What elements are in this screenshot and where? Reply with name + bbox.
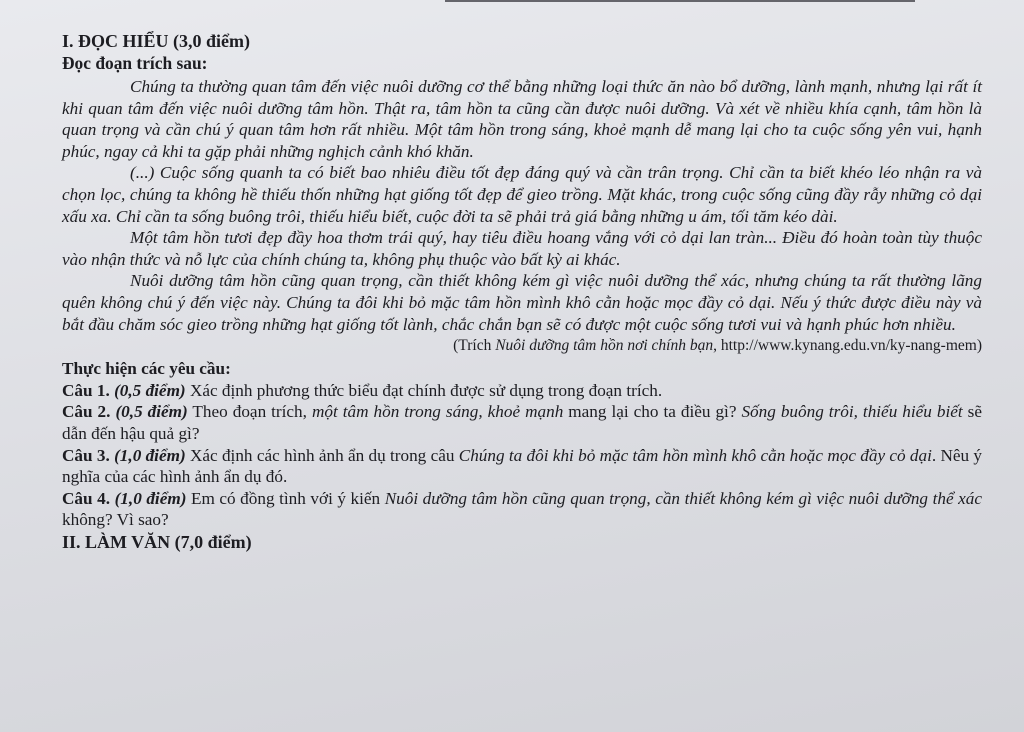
question-points: (0,5 điểm) [115,402,188,422]
question-points: (1,0 điểm) [114,488,187,508]
question-2 [62,401,982,444]
question-text-part: Xác định các hình ảnh ẩn dụ trong câu [185,445,459,465]
question-text-part: Nuôi dưỡng tâm hồn cũng quan trọng, cần thiết không kém gì việc nuôi dưỡng thể xác [384,488,982,508]
question-label: Câu 4. [62,488,111,508]
question-text-part: một tâm hồn trong sáng, khoẻ mạnh [311,402,564,422]
question-label: Câu 2. [62,402,111,422]
question-3 [62,445,982,488]
reading-intro: Đọc đoạn trích sau: [62,53,208,73]
source-suffix: , http://www.kynang.edu.vn/ky-nang-mem) [713,337,982,355]
question-text-part: Theo đoạn trích, [187,402,312,422]
exam-page [62,30,982,553]
top-rule [445,0,915,2]
question-text-part: Xác định phương thức biểu đạt chính được sử dụng trong đoạn trích. [185,380,663,400]
question-text-part: . Nêu ý nghĩa của các hình ảnh ẩn dụ đó. [62,445,983,487]
source-title: Nuôi dưỡng tâm hồn nơi chính bạn [495,337,714,355]
passage-paragraph-2: (...) Cuộc sống quanh ta có biết bao nhiêu điều tốt đẹp đáng quý và cần trân trọng. Chỉ cần ta biết khéo léo nhận ra và chọn lọc, chúng ta không hề thiếu thốn những hạt giống tốt đẹp để gieo trồng. Mặt khác, trong cuộc sống cũng đầy rẫy những cỏ dại xấu xa. Chỉ cần ta sống buông trôi, thiếu hiểu biết, cuộc đời ta sẽ phải trả giá bằng những u ám, tối tăm kéo dài. [62,163,982,226]
question-list [62,380,982,531]
question-label: Câu 3. [62,445,110,465]
passage-paragraph-1: Chúng ta thường quan tâm đến việc nuôi dưỡng cơ thể bằng những loại thức ăn nào bổ dưỡng, lành mạnh, nhưng lại rất ít khi quan tâm đến việc nuôi dưỡng tâm hồn. Thật ra, tâm hồn ta cũng cần được nuôi dưỡng. Và xét về nhiều khía cạnh, tâm hồn là quan trọng và cần chú ý quan tâm hơn rất nhiều. Một tâm hồn trong sáng, khoẻ mạnh dễ mang lại cho ta cuộc sống yên vui, hạnh phúc, ngay cả khi ta gặp phải những nghịch cảnh khó khăn. [62,77,982,161]
question-text-part: Chúng ta đôi khi bỏ mặc tâm hồn mình khô cằn hoặc mọc đầy cỏ dại [458,445,932,465]
section2-title: II. LÀM VĂN (7,0 điểm) [62,531,252,552]
section1-title: I. ĐỌC HIỂU (3,0 điểm) [62,31,250,51]
passage-paragraph-4: Nuôi dưỡng tâm hồn cũng quan trọng, cần thiết không kém gì việc nuôi dưỡng thể xác, nhưng chúng ta rất thường lãng quên không chú ý đến việc này. Chúng ta đôi khi bỏ mặc tâm hồn mình khô cằn hoặc mọc đầy cỏ dại. Nếu ý thức được điều này và bắt đầu chăm sóc gieo trồng những hạt giống tốt lành, chắc chắn bạn sẽ có được một cuộc sống tươi vui và hạnh phúc hơn nhiều. [62,271,982,334]
tasks-heading: Thực hiện các yêu cầu: [62,359,231,379]
question-text-part: mang lại cho ta điều gì? [563,402,742,422]
question-text-part: Em có đồng tình với ý kiến [186,488,385,508]
question-points: (1,0 điểm) [114,445,186,465]
question-text-part: không? Vì sao? [62,510,169,530]
question-text-part: sẽ dẫn đến hậu quả gì? [62,402,982,443]
question-text-part: Sống buông trôi, thiếu hiểu biết [741,402,963,422]
question-points: (0,5 điểm) [114,380,186,400]
question-4 [62,488,982,531]
passage-paragraph-3: Một tâm hồn tươi đẹp đầy hoa thơm trái quý, hay tiêu điều hoang vắng với cỏ dại lan tràn... Điều đó hoàn toàn tùy thuộc vào nhận thức và nỗ lực của chính chúng ta, không phụ thuộc vào bất kỳ ai khác. [62,228,982,269]
source-prefix: (Trích [453,337,496,355]
question-label: Câu 1. [62,380,110,400]
question-1 [62,380,982,402]
source-citation [62,336,982,356]
